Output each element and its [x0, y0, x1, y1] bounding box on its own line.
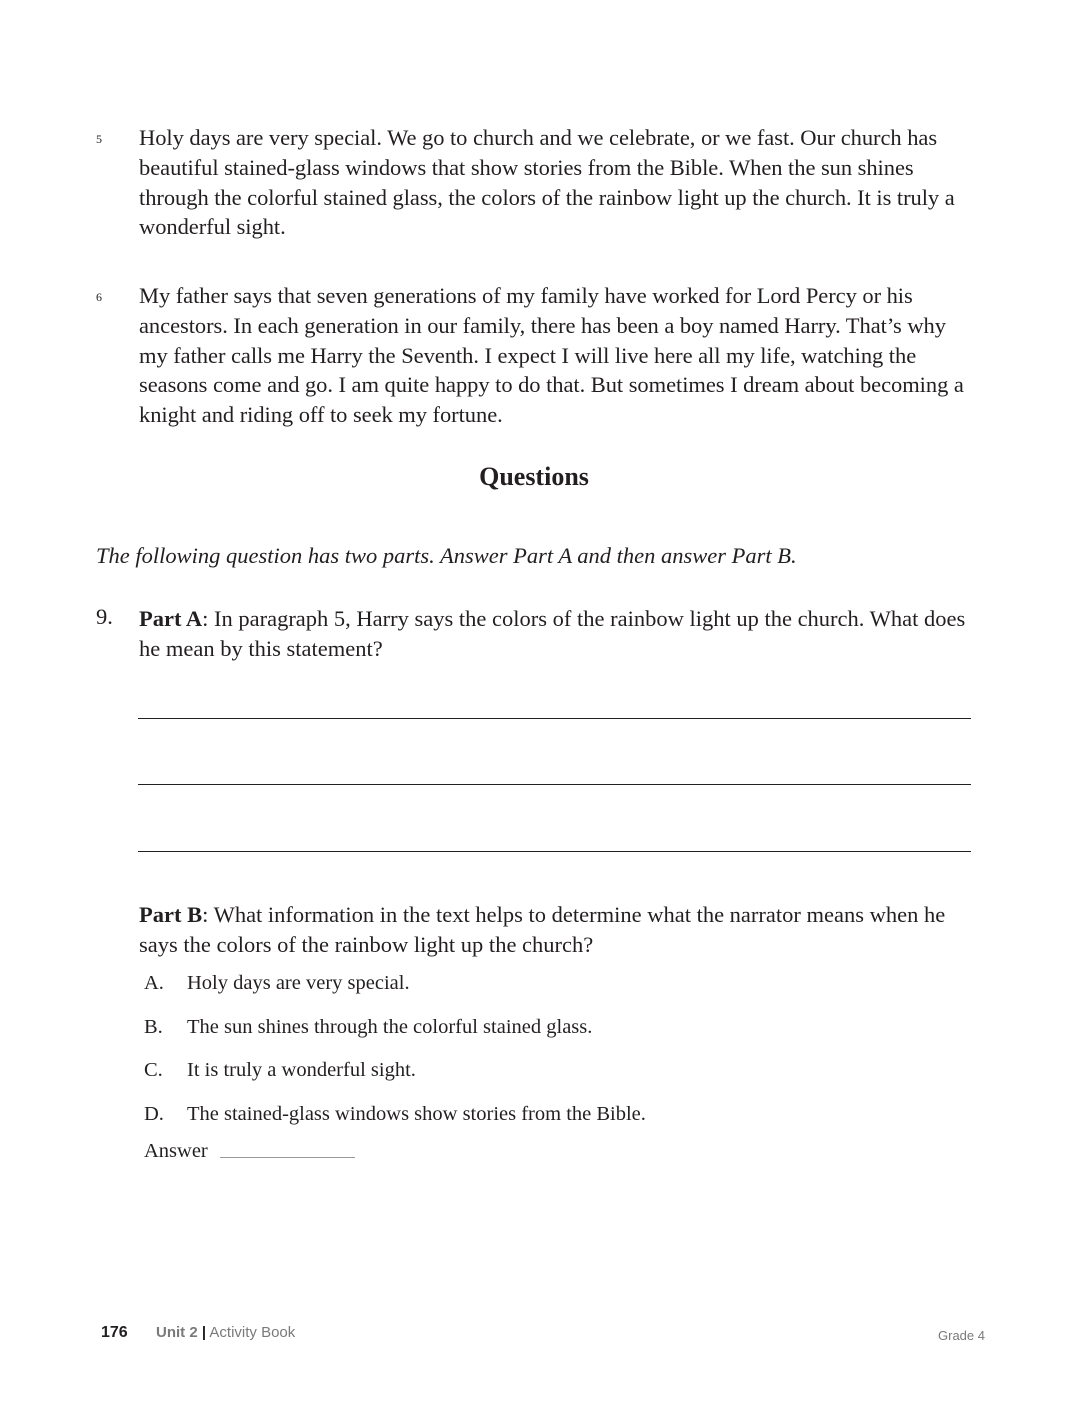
choice-c[interactable] — [144, 1059, 416, 1082]
paragraph-text: My father says that seven generations of my family have worked for Lord Percy or his ancestors. In each generation in our family, there has been a boy named Harry. That’s why my father calls me Harry the Seventh. I expect I will live here all my life, watching the seasons come and go. I am quite happy to do that. But sometimes I dream about becoming a knight and riding off to seek my fortune. — [139, 283, 964, 428]
choice-text: The stained-glass windows show stories from the Bible. — [187, 1103, 646, 1125]
paragraph-5 — [96, 123, 976, 242]
questions-heading: Questions — [479, 462, 589, 491]
choice-text: It is truly a wonderful sight. — [187, 1059, 416, 1081]
part-b-prompt — [139, 900, 979, 960]
unit-label: Unit 2 — [156, 1324, 198, 1341]
answer-blank[interactable] — [220, 1157, 355, 1158]
part-b-text: : What information in the text helps to determine what the narrator means when he says the colors of the rainbow light up the church? — [139, 902, 946, 957]
part-a-prompt — [139, 604, 976, 664]
paragraph-text: Holy days are very special. We go to church and we celebrate, or we fast. Our church has beautiful stained-glass windows that show stories from the Bible. When the sun shines through the colorful stained glass, the colors of the rainbow light up the church. It is truly a wonderful sight. — [139, 125, 955, 240]
book-title: Activity Book — [209, 1324, 296, 1341]
paragraph-number: 6 — [96, 290, 102, 304]
choice-letter: B. — [144, 1016, 163, 1038]
choice-b[interactable] — [144, 1016, 592, 1039]
choice-a[interactable] — [144, 972, 410, 995]
answer-label: Answer — [144, 1140, 208, 1162]
question-number: 9. — [96, 604, 113, 629]
choice-text: The sun shines through the colorful stained glass. — [187, 1016, 593, 1038]
choice-d[interactable] — [144, 1103, 646, 1126]
choice-letter: C. — [144, 1059, 163, 1081]
choice-text: Holy days are very special. — [187, 972, 410, 994]
choice-letter: D. — [144, 1103, 164, 1125]
footer-separator: | — [201, 1324, 207, 1341]
answer-line-3[interactable] — [138, 851, 971, 852]
grade-label: Grade 4 — [938, 1328, 985, 1343]
question-9 — [96, 604, 976, 664]
part-b-label: Part B — [139, 902, 203, 927]
part-a-label: Part A — [139, 606, 203, 631]
paragraph-number: 5 — [96, 132, 102, 146]
page-number: 176 — [101, 1324, 128, 1341]
part-a-text: : In paragraph 5, Harry says the colors of the rainbow light up the church. What does he mean by this statement? — [139, 606, 966, 661]
answer-line-1[interactable] — [138, 718, 971, 719]
instructions: The following question has two parts. Answer Part A and then answer Part B. — [96, 543, 797, 568]
choice-letter: A. — [144, 972, 164, 994]
paragraph-6 — [96, 281, 976, 430]
answer-line-2[interactable] — [138, 784, 971, 785]
footer-unit — [156, 1324, 295, 1341]
